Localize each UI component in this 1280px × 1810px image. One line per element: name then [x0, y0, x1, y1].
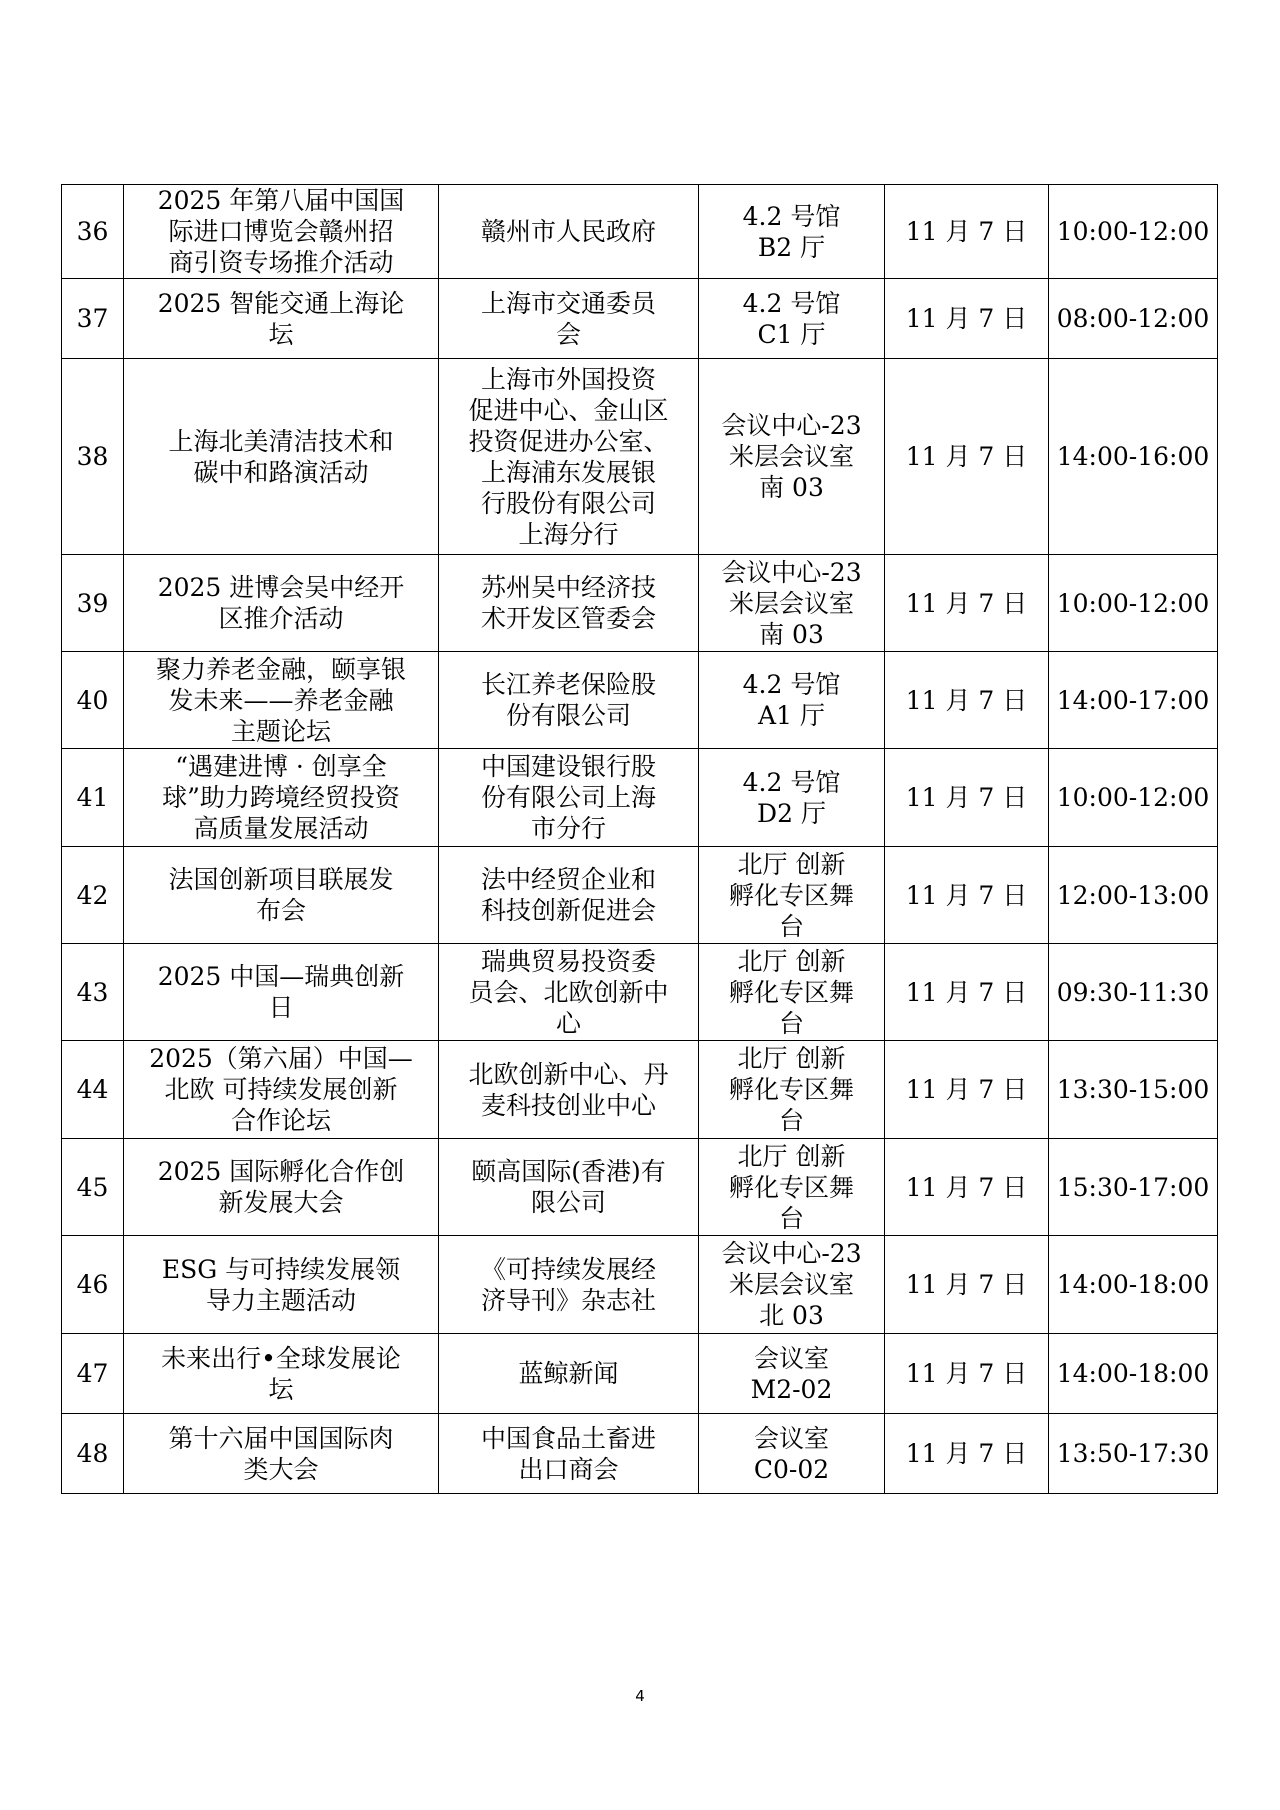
event-date-cell: 11 月 7 日 — [885, 1334, 1049, 1414]
event-date-cell: 11 月 7 日 — [885, 279, 1049, 359]
organizer-cell: 蓝鲸新闻 — [439, 1334, 699, 1414]
event-time-cell: 12:00-13:00 — [1049, 847, 1218, 944]
table-row — [62, 847, 1218, 944]
venue-cell: 4.2 号馆 B2 厅 — [699, 185, 885, 279]
row-number-cell: 46 — [62, 1236, 124, 1334]
organizer-cell: 北欧创新中心、丹 麦科技创业中心 — [439, 1041, 699, 1139]
row-number-cell: 44 — [62, 1041, 124, 1139]
event-name-cell: 上海北美清洁技术和 碳中和路演活动 — [124, 359, 439, 555]
row-number-cell: 39 — [62, 555, 124, 652]
event-name-cell: 2025 智能交通上海论 坛 — [124, 279, 439, 359]
event-time-cell: 10:00-12:00 — [1049, 749, 1218, 847]
event-name-cell: 2025 进博会吴中经开 区推介活动 — [124, 555, 439, 652]
event-date-cell: 11 月 7 日 — [885, 359, 1049, 555]
row-number-cell: 42 — [62, 847, 124, 944]
event-time-cell: 14:00-18:00 — [1049, 1334, 1218, 1414]
table-row — [62, 1041, 1218, 1139]
venue-cell: 会议室 M2-02 — [699, 1334, 885, 1414]
event-schedule-body — [62, 185, 1218, 1494]
table-row — [62, 1236, 1218, 1334]
event-date-cell: 11 月 7 日 — [885, 185, 1049, 279]
row-number-cell: 40 — [62, 652, 124, 749]
organizer-cell: 颐高国际(香港)有 限公司 — [439, 1139, 699, 1236]
organizer-cell: 法中经贸企业和 科技创新促进会 — [439, 847, 699, 944]
table-row — [62, 359, 1218, 555]
event-time-cell: 14:00-17:00 — [1049, 652, 1218, 749]
event-time-cell: 15:30-17:00 — [1049, 1139, 1218, 1236]
event-date-cell: 11 月 7 日 — [885, 1139, 1049, 1236]
event-name-cell: 聚力养老金融，颐享银 发未来——养老金融 主题论坛 — [124, 652, 439, 749]
venue-cell: 会议室 C0-02 — [699, 1414, 885, 1494]
event-date-cell: 11 月 7 日 — [885, 847, 1049, 944]
event-name-cell: 2025（第六届）中国— 北欧 可持续发展创新 合作论坛 — [124, 1041, 439, 1139]
venue-cell: 4.2 号馆 C1 厅 — [699, 279, 885, 359]
row-number-cell: 37 — [62, 279, 124, 359]
event-time-cell: 14:00-16:00 — [1049, 359, 1218, 555]
event-date-cell: 11 月 7 日 — [885, 1041, 1049, 1139]
organizer-cell: 赣州市人民政府 — [439, 185, 699, 279]
row-number-cell: 38 — [62, 359, 124, 555]
event-name-cell: 法国创新项目联展发 布会 — [124, 847, 439, 944]
event-time-cell: 08:00-12:00 — [1049, 279, 1218, 359]
row-number-cell: 41 — [62, 749, 124, 847]
venue-cell: 北厅 创新 孵化专区舞 台 — [699, 1139, 885, 1236]
event-time-cell: 10:00-12:00 — [1049, 185, 1218, 279]
table-row — [62, 1414, 1218, 1494]
organizer-cell: 《可持续发展经 济导刊》杂志社 — [439, 1236, 699, 1334]
venue-cell: 4.2 号馆 A1 厅 — [699, 652, 885, 749]
event-name-cell: ESG 与可持续发展领 导力主题活动 — [124, 1236, 439, 1334]
event-schedule-table — [61, 184, 1218, 1494]
row-number-cell: 47 — [62, 1334, 124, 1414]
event-date-cell: 11 月 7 日 — [885, 749, 1049, 847]
venue-cell: 会议中心-23 米层会议室 南 03 — [699, 359, 885, 555]
organizer-cell: 上海市外国投资 促进中心、金山区 投资促进办公室、 上海浦东发展银 行股份有限公司 上海分行 — [439, 359, 699, 555]
row-number-cell: 48 — [62, 1414, 124, 1494]
row-number-cell: 43 — [62, 944, 124, 1041]
organizer-cell: 中国食品土畜进 出口商会 — [439, 1414, 699, 1494]
event-time-cell: 10:00-12:00 — [1049, 555, 1218, 652]
event-name-cell: “遇建进博 · 创享全 球”助力跨境经贸投资 高质量发展活动 — [124, 749, 439, 847]
table-row — [62, 944, 1218, 1041]
table-row — [62, 555, 1218, 652]
table-row — [62, 1334, 1218, 1414]
row-number-cell: 45 — [62, 1139, 124, 1236]
event-time-cell: 14:00-18:00 — [1049, 1236, 1218, 1334]
venue-cell: 4.2 号馆 D2 厅 — [699, 749, 885, 847]
event-date-cell: 11 月 7 日 — [885, 555, 1049, 652]
venue-cell: 会议中心-23 米层会议室 南 03 — [699, 555, 885, 652]
table-row — [62, 185, 1218, 279]
event-date-cell: 11 月 7 日 — [885, 1414, 1049, 1494]
organizer-cell: 长江养老保险股 份有限公司 — [439, 652, 699, 749]
venue-cell: 北厅 创新 孵化专区舞 台 — [699, 944, 885, 1041]
event-name-cell: 2025 国际孵化合作创 新发展大会 — [124, 1139, 439, 1236]
venue-cell: 会议中心-23 米层会议室 北 03 — [699, 1236, 885, 1334]
table-row — [62, 652, 1218, 749]
event-time-cell: 13:50-17:30 — [1049, 1414, 1218, 1494]
venue-cell: 北厅 创新 孵化专区舞 台 — [699, 1041, 885, 1139]
table-row — [62, 1139, 1218, 1236]
event-time-cell: 09:30-11:30 — [1049, 944, 1218, 1041]
page-number: 4 — [635, 1687, 645, 1705]
row-number-cell: 36 — [62, 185, 124, 279]
organizer-cell: 中国建设银行股 份有限公司上海 市分行 — [439, 749, 699, 847]
table-row — [62, 749, 1218, 847]
event-date-cell: 11 月 7 日 — [885, 944, 1049, 1041]
table-row — [62, 279, 1218, 359]
event-time-cell: 13:30-15:00 — [1049, 1041, 1218, 1139]
event-name-cell: 2025 中国—瑞典创新 日 — [124, 944, 439, 1041]
event-name-cell: 2025 年第八届中国国 际进口博览会赣州招 商引资专场推介活动 — [124, 185, 439, 279]
event-date-cell: 11 月 7 日 — [885, 652, 1049, 749]
organizer-cell: 上海市交通委员 会 — [439, 279, 699, 359]
organizer-cell: 瑞典贸易投资委 员会、北欧创新中 心 — [439, 944, 699, 1041]
event-date-cell: 11 月 7 日 — [885, 1236, 1049, 1334]
event-name-cell: 第十六届中国国际肉 类大会 — [124, 1414, 439, 1494]
event-name-cell: 未来出行•全球发展论 坛 — [124, 1334, 439, 1414]
venue-cell: 北厅 创新 孵化专区舞 台 — [699, 847, 885, 944]
organizer-cell: 苏州吴中经济技 术开发区管委会 — [439, 555, 699, 652]
